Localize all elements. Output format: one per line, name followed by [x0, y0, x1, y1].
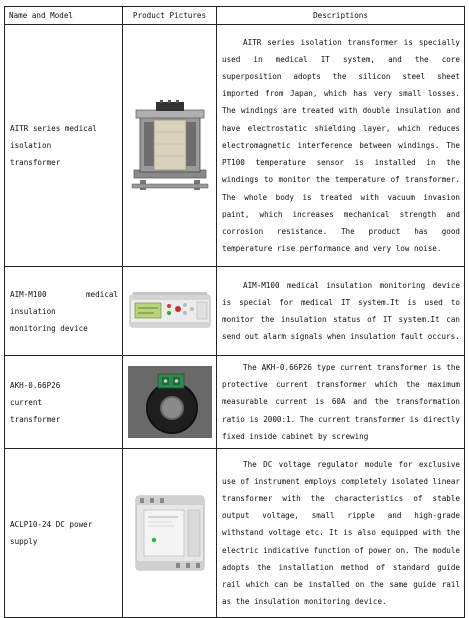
product-name-line: AKH-0.66P26	[10, 380, 61, 390]
isolation-transformer-photo	[130, 100, 210, 192]
product-picture-cell	[123, 356, 217, 449]
dc-power-supply-photo	[132, 490, 208, 576]
product-name-line: transformer	[10, 414, 61, 424]
product-name-line: monitoring device	[10, 323, 88, 333]
header-name-model: Name and Model	[5, 7, 123, 25]
product-description: The AKH-0.66P26 type current transformer is the protective current transformer which the maximum measurable current is 60A and the transformation ratio is 2000:1. The current transformer is directly fixed inside cabinet by screwing	[217, 356, 465, 449]
header-product-pictures: Product Pictures	[123, 7, 217, 25]
insulation-monitoring-device-photo	[129, 292, 211, 330]
product-name-line: AITR series medical	[10, 124, 97, 133]
product-name-line: current	[10, 397, 43, 407]
product-description: The DC voltage regulator module for exclusive use of instrument employs completely isolated linear transformer with the characteristics of stable output voltage, small ripple and high-grade withstand voltage etc. It is also equipped with the electric indicative function of power on. The module adopts the installation method of standard guide rail which can be installed on the same guide rail as the insulation monitoring device.	[217, 449, 465, 618]
table-row	[5, 356, 465, 449]
product-description: AITR series isolation transformer is specially used in medical IT system, and the core superposition adopts the silicon steel sheet imported from Japan, which has very small losses. The windings are treated with double insulation and have electrostatic shielding layer, which reduces electromagnetic interference between windings. The PT100 temperature sensor is installed in the windings to monitor the temperature of transformer. The whole body is treated with vacuum invasion paint, which increases mechanical strength and corrosion resistance. The product has good temperature rise performance and very low noise.	[217, 25, 465, 267]
product-name-line: AIM-M100 medical	[10, 289, 118, 299]
product-name-cell	[5, 267, 123, 356]
product-description: AIM-M100 medical insulation monitoring device is special for medical IT system.It is used to monitor the insulation status of IT system.It can send out alarm signals when insulation fault occurs.	[217, 267, 465, 356]
product-picture-cell	[123, 267, 217, 356]
product-name-line: insulation	[10, 306, 56, 316]
table-row	[5, 25, 465, 267]
product-picture-cell	[123, 25, 217, 267]
table-row	[5, 267, 465, 356]
product-name-cell	[5, 25, 123, 267]
product-name-line: transformer	[10, 158, 61, 167]
table-row	[5, 449, 465, 618]
product-table	[4, 6, 465, 618]
table-header-row	[5, 7, 465, 25]
header-descriptions: Descriptions	[217, 7, 465, 25]
product-name-cell	[5, 449, 123, 618]
product-name-line: supply	[10, 537, 38, 546]
product-name-line: isolation	[10, 141, 52, 150]
product-name-cell	[5, 356, 123, 449]
product-picture-cell	[123, 449, 217, 618]
product-name-line: ACLP10-24 DC power	[10, 520, 93, 529]
current-transformer-photo	[128, 366, 212, 438]
